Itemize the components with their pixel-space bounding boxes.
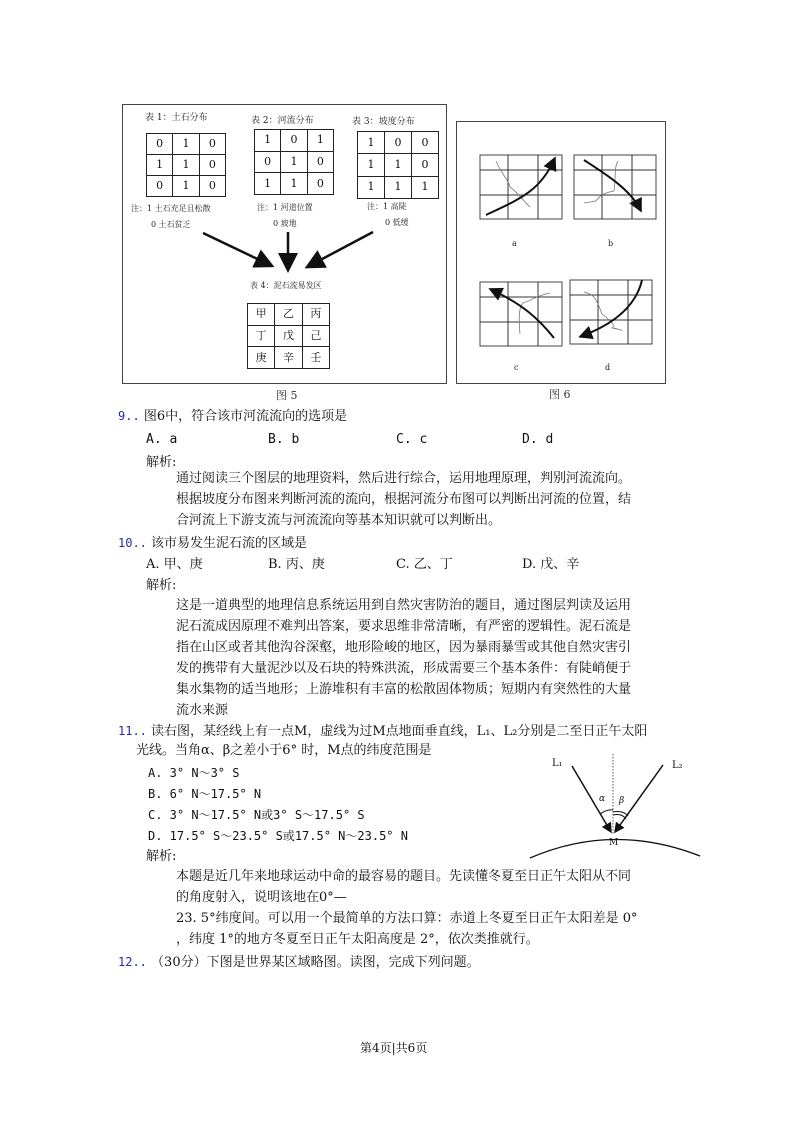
- cell: 0: [199, 176, 225, 197]
- table4-title: 表 4：泥石流易发区: [250, 281, 322, 290]
- cell: 1: [281, 151, 307, 173]
- option-c: C. 乙、丁: [396, 557, 453, 572]
- river-direction-panels: [457, 122, 667, 385]
- cell: 0: [307, 151, 333, 173]
- table2-title: 表 2：河流分布: [251, 116, 314, 126]
- question-number: 9..: [118, 409, 140, 423]
- cell: 1: [358, 154, 385, 176]
- option-b: B. b: [268, 432, 300, 447]
- cell: 0: [412, 154, 439, 176]
- option-b: B. 丙、庚: [268, 557, 325, 572]
- panel-d: [570, 280, 652, 344]
- analysis-label: 解析:: [146, 455, 177, 470]
- cell: 1: [307, 130, 333, 152]
- analysis-line: 合河流上下游支流与河流流向等基本知识就可以判断出。: [176, 513, 502, 528]
- panel-c-label: c: [514, 363, 519, 372]
- question-stem-line1: 读右图，某经线上有一点M，虚线为过M点地面垂直线，L₁、L₂分别是二至日正午太阳: [151, 724, 648, 739]
- question-number: 11..: [118, 724, 147, 738]
- question-stem: 图6中，符合该市河流流向的选项是: [143, 409, 348, 424]
- option-c: C. c: [396, 432, 428, 447]
- table4-grid: [247, 303, 330, 369]
- label-alpha: α: [599, 794, 606, 804]
- cell: 0: [281, 130, 307, 152]
- panel-a-label: a: [512, 239, 517, 248]
- table2-note0: 0 坡地: [273, 219, 297, 228]
- analysis-line: 通过阅读三个图层的地理资料，然后进行综合，运用地理原理，判别河流流向。: [176, 471, 632, 486]
- question-stem-line2: 光线。当角α、β之差小于6° 时，M点的纬度范围是: [136, 743, 432, 758]
- panel-d-label: d: [605, 363, 611, 372]
- cell: 庚: [248, 347, 275, 369]
- question-number: 10..: [118, 536, 147, 550]
- cell: 1: [385, 154, 412, 176]
- analysis-label: 解析:: [146, 849, 177, 864]
- panel-b-label: b: [608, 239, 614, 248]
- table3-note0: 0 低缓: [385, 218, 409, 227]
- question-12: [118, 954, 480, 971]
- question-9: [118, 408, 347, 425]
- table1-title: 表 1：土石分布: [145, 113, 208, 123]
- question-number: 12..: [118, 955, 147, 969]
- cell: 1: [173, 176, 199, 197]
- analysis-line: 泥石流成因原理不难判出答案，要求思维非常清晰，有严密的逻辑性。泥石流是: [176, 619, 632, 634]
- table1-note0: 0 土石贫乏: [151, 220, 191, 229]
- analysis-line: 根据坡度分布图来判断河流的流向，根据河流分布图可以判断出河流的位置，结: [176, 492, 632, 507]
- cell: 辛: [275, 347, 302, 369]
- option-d: D. d: [522, 432, 554, 447]
- cell: 丁: [248, 325, 275, 347]
- cell: 1: [358, 132, 385, 154]
- alpha-arc: [600, 810, 613, 814]
- option-a: A. 甲、庚: [146, 557, 203, 572]
- cell: 1: [255, 130, 281, 152]
- option-b: B. 6° N～17.5° N: [148, 787, 262, 801]
- cell: 乙: [275, 304, 302, 326]
- cell: 0: [412, 132, 439, 154]
- analysis-line: 本题是近几年来地球运动中命的最容易的题目。先读懂冬夏至日正午太阳从不同: [176, 869, 632, 884]
- figure-6: [456, 121, 666, 384]
- cell: 0: [199, 134, 225, 155]
- label-beta: β: [619, 796, 625, 806]
- cell: 戊: [275, 325, 302, 347]
- table2-note1: 注：1 河道位置: [257, 203, 313, 212]
- option-a: A. 3° N～3° S: [148, 766, 240, 780]
- cell: 1: [255, 173, 281, 195]
- analysis-line: 流水来源: [176, 703, 229, 718]
- analysis-line: 的角度射入，说明该地在0°—: [176, 890, 347, 905]
- cell: 己: [302, 325, 329, 347]
- cell: 0: [385, 132, 412, 154]
- option-c: C. 3° N～17.5° N或3° S～17.5° S: [148, 808, 365, 822]
- label-m: M: [609, 838, 619, 848]
- figure6-caption: 图 6: [549, 388, 571, 401]
- table3-title: 表 3：坡度分布: [352, 117, 415, 127]
- cell: 0: [199, 155, 225, 176]
- cell: 1: [385, 176, 412, 198]
- cell: 1: [173, 134, 199, 155]
- option-d: D. 戊、辛: [522, 557, 580, 572]
- analysis-line: 指在山区或者其他沟谷深壑，地形险峻的地区，因为暴雨暴雪或其他自然灾害引: [176, 640, 632, 655]
- analysis-line: ，纬度 1°的地方冬夏至日正午太阳高度是 2°，依次类推就行。: [176, 932, 539, 947]
- cell: 壬: [302, 347, 329, 369]
- cell: 1: [358, 176, 385, 198]
- analysis-label: 解析:: [146, 578, 177, 593]
- question-11: [118, 723, 647, 740]
- cell: 1: [281, 173, 307, 195]
- ray-l1: [572, 766, 611, 832]
- cell: 0: [147, 176, 173, 197]
- cell: 1: [412, 176, 439, 198]
- question-stem: 该市易发生泥石流的区域是: [151, 536, 308, 551]
- table3-note1: 注：1 高陡: [367, 202, 407, 211]
- page-footer: 第4页|共6页: [360, 1041, 428, 1055]
- label-l2: L₂: [672, 760, 683, 771]
- panel-b: [574, 155, 656, 219]
- option-a: A. a: [146, 432, 178, 447]
- cell: 0: [147, 134, 173, 155]
- cell: 甲: [248, 304, 275, 326]
- analysis-line: 集水集物的适当地形；上游堆积有丰富的松散固体物质；短期内有突然性的大量: [176, 682, 632, 697]
- arrow-left: [203, 233, 270, 265]
- analysis-line: 23. 5°纬度间。可以用一个最简单的方法口算：赤道上冬夏至日正午太阳差是 0°: [176, 911, 638, 926]
- cell: 0: [255, 151, 281, 173]
- panel-c: [480, 282, 562, 346]
- question-10: [118, 535, 307, 552]
- cell: 1: [173, 155, 199, 176]
- sun-angle-figure: [520, 752, 720, 865]
- label-l1: L₁: [552, 758, 563, 769]
- option-d: D. 17.5° S～23.5° S或17.5° N～23.5° N: [148, 829, 408, 843]
- cell: 0: [307, 173, 333, 195]
- analysis-line: 发的携带有大量泥沙以及石块的特殊洪流，形成需要三个基本条件：有陡峭便于: [176, 661, 632, 676]
- cell: 1: [147, 155, 173, 176]
- figure-5: [122, 104, 447, 384]
- cell: 丙: [302, 304, 329, 326]
- panel-a: [480, 155, 562, 219]
- analysis-line: 这是一道典型的地理信息系统运用到自然灾害防治的题目，通过图层判读及运用: [176, 598, 632, 613]
- arrow-right: [309, 232, 373, 266]
- figure5-caption: 图 5: [276, 389, 298, 402]
- question-stem: （30分）下图是世界某区域略图。读图，完成下列问题。: [151, 955, 480, 970]
- table1-note1: 注：1 土石充足且松散: [131, 204, 211, 213]
